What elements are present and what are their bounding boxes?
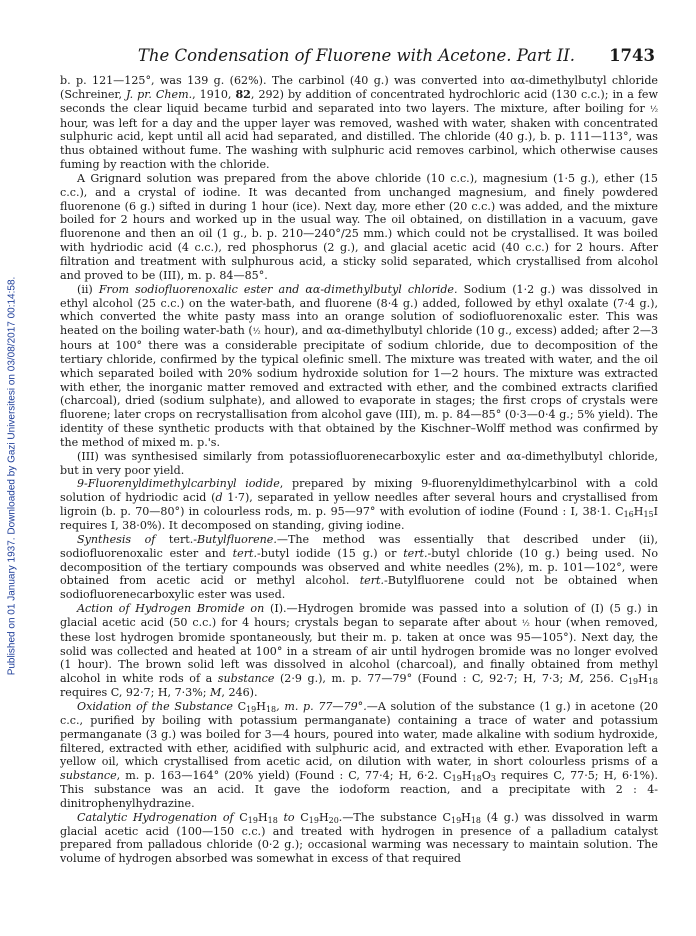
subscript: 19 xyxy=(246,704,257,714)
paragraph-iii-synthesis: (III) was synthesised similarly from potassiofluorenecarboxylic ester and αα-dimethylbutyl chloride, but in very poor yield. xyxy=(60,449,658,477)
fraction: ½ xyxy=(649,103,658,114)
section-heading: , m. p. 77—79°. xyxy=(276,699,367,713)
text-run: H xyxy=(633,505,644,519)
paragraph-hydrogen-bromide xyxy=(60,602,658,700)
article-body xyxy=(60,74,658,866)
paragraph-oxidation xyxy=(60,700,658,811)
text-run: -Butylfluorene could not be obtained when sodiofluorenecarboxylic ester was used. xyxy=(60,574,659,602)
subscript: 18 xyxy=(647,677,658,687)
subscript: 19 xyxy=(450,815,462,825)
download-watermark-text: Published on 01 January 1937. Downloaded by Gazi Universitesi on 03/08/2017 00:14:58. xyxy=(6,276,18,676)
text-run: H xyxy=(256,699,266,713)
paragraph-carbinyl-iodide xyxy=(60,477,658,532)
subscript: 18 xyxy=(470,815,482,825)
page-number: 1743 xyxy=(609,46,655,65)
italic-symbol: d xyxy=(215,491,223,505)
section-heading: Synthesis of xyxy=(77,532,156,546)
subscript: 18 xyxy=(267,815,278,825)
text-run: , m. p. 163—164° (20% yield) (Found : C, 77·4; H, 6·2. C xyxy=(116,769,452,783)
italic-symbol: M xyxy=(568,672,581,686)
italic-term: substance xyxy=(217,672,275,686)
text-run: (ii) xyxy=(77,282,99,296)
text-run: H xyxy=(461,769,472,783)
italic-prefix: tert. xyxy=(359,574,385,588)
text-run: , 246). xyxy=(221,686,258,700)
text-run: hour, was left for a day and the upper layer was removed, washed with water, shaken with concentrated sulphuric acid, kept until all acid had separated, and distilled. The chloride (40 g.), b. p. 111—113°, was thus obtained without fume. The washing with sulphuric acid removes carbinol, which otherwise causes fuming by reaction with the chloride. xyxy=(60,116,658,172)
subscript: 19 xyxy=(451,773,462,783)
italic-prefix: tert. xyxy=(232,546,257,560)
subscript: 3 xyxy=(490,773,496,783)
citation-volume: 82 xyxy=(235,87,251,101)
italic-prefix: tert. xyxy=(403,546,428,560)
fraction: ½ xyxy=(521,617,530,628)
download-watermark xyxy=(4,176,20,776)
text-run: tert. xyxy=(155,532,194,546)
section-heading: to xyxy=(277,810,295,824)
text-run: 1·7), separated in yellow needles after several hours and crystallised from ligroin (b. p. 70—80°) in colourless rods, m. p. 95—97° with evolution of iodine (Found : I, 38·1. C xyxy=(60,491,658,519)
subscript: 19 xyxy=(308,815,319,825)
text-run: C xyxy=(233,810,248,824)
section-heading: Oxidation of the Substance xyxy=(77,699,233,713)
text-run: b. p. 121—125°, was 139 g. (62%). The carbinol (40 g.) was converted into αα-dimethylbutyl chloride (Schreiner, xyxy=(60,74,658,101)
subscript: 20 xyxy=(328,815,339,825)
paragraph-tert-butylfluorene xyxy=(60,533,658,602)
text-run: (4 g.) was dissolved in warm glacial acetic acid (100—150 c.c.) and treated with hydrogen in presence of a palladium catalyst prepared from palladous chloride (0·2 g.); occasional warming was necessary to maintain solution. The volume of hydrogen absorbed was somewhat in excess of that required xyxy=(60,810,658,866)
text-run: , 1910, xyxy=(192,87,236,101)
text-run: —A solution of the substance (1 g.) in acetone (20 c.c., purified by boiling with potassium permanganate) containing a trace of water and potassium permanganate (3 g.) was boiled for 3—4 hours, poured into water, made alkaline with sodium hydroxide, filtered, extracted with ether, acidified with sulphuric acid, and extracted with ether. Evaporation left a yellow oil, which crystallised from acetic acid, on dilution with water, in short colourless prisms of a xyxy=(60,699,658,769)
text-run: Sodium (1·2 g.) was dissolved in ethyl alcohol (25 c.c.) on the water-bath, and fluorene (8·4 g.) added, followed by ethyl oxalate (7·4 g.), which converted the white pasty mass into an orange solution of sodiofluorenoxalic ester. This was heated on the boiling water-bath ( xyxy=(60,282,659,338)
italic-symbol: M xyxy=(210,686,222,700)
text-run: —The substance C xyxy=(342,810,451,824)
text-run: hour (when removed, these lost hydrogen bromide spontaneously, but their m. p. taken at once was 95—105°). Next day, the solid was collected and heated at 100° in a stream of air until hydrogen bromide was no longer evolved (1 hour). The brown solid left was dissolved in alcohol (charcoal), and finally obtained from methyl alcohol in white rods of a xyxy=(60,615,658,686)
paragraph-carbinol-conversion xyxy=(60,74,658,172)
text-run: O xyxy=(481,769,491,783)
paragraph-catalytic-hydrogenation xyxy=(60,811,658,866)
citation-journal: J. pr. Chem. xyxy=(126,87,193,101)
page-header xyxy=(60,44,655,70)
text-run: (I).—Hydrogen bromide was passed into a solution of (I) (5 g.) in glacial acetic acid (50 c.c.) for 4 hours; crystals began to separate after about xyxy=(60,602,658,629)
text-run: (2·9 g.), m. p. 77—79° (Found : C, 92·7; H, 7·3; xyxy=(274,672,569,686)
subscript: 19 xyxy=(247,815,258,825)
subscript: 15 xyxy=(643,509,654,519)
text-run: H xyxy=(638,672,648,686)
section-heading: Catalytic Hydrogenation of xyxy=(77,810,234,824)
text-run: , 256. C xyxy=(580,672,628,686)
text-run: C xyxy=(294,810,309,824)
running-title: The Condensation of Fluorene with Acetone. Part II. xyxy=(137,46,575,65)
subscript: 18 xyxy=(265,704,277,714)
section-heading: Action of Hydrogen Bromide on xyxy=(77,602,265,616)
text-run: , 292) by addition of concentrated hydrochloric acid (130 c.c.); in a few seconds the clear liquid became turbid and separated into two layers. The mixture, after boiling for xyxy=(60,87,658,115)
text-run: I requires I, 38·0%). It decomposed on standing, giving iodine. xyxy=(60,505,658,532)
italic-term: substance xyxy=(60,769,117,783)
text-run: requires C, 77·5; H, 6·1%). This substance was an acid. It gave the iodoform reaction, and a precipitate with 2 : 4-dinitrophenylhydrazine. xyxy=(60,769,658,810)
text-run: C xyxy=(232,699,247,713)
text-run: H xyxy=(461,810,471,824)
section-heading: . xyxy=(338,810,343,824)
paragraph-method-ii xyxy=(60,283,658,450)
section-heading: From sodiofluorenoxalic ester and αα-dimethylbutyl chloride. xyxy=(98,282,458,296)
text-run: -butyl iodide (15 g.) or xyxy=(256,546,404,560)
subscript: 18 xyxy=(471,773,482,783)
text-run: H xyxy=(318,810,329,824)
text-run: -butyl chloride (10 g.) being used. No decomposition of the tertiary compounds was observed and white needles (2%), m. p. 101—102°, were obtained from acetic acid or methyl alcohol. xyxy=(60,546,659,588)
text-run: requires C, 92·7; H, 7·3%; xyxy=(60,686,211,700)
section-heading: 9-Fluorenyldimethylcarbinyl iodide xyxy=(77,477,280,491)
text-run: H xyxy=(257,810,268,824)
text-run: hour), and αα-dimethylbutyl chloride (10 g., excess) added; after 2—3 hours at 100° there was a considerable precipitate of sodium chloride, due to decomposition of the tertiary chloride, confirmed by the typical olefinic smell. The mixture was treated with water, and the oil which separated boiled with 20% sodium hydroxide solution for 1—2 hours. The mixture was extracted with ether, the inorganic matter removed and extracted with ether, and the combined extracts clarified (charcoal), dried (sodium sulphate), and allowed to evaporate in stages; the first crops of crystals were fluorene; later crops on recrystallisation from alcohol gave (III), m. p. 84—85° (0·3—0·4 g.; 5% yield). The identity of these synthetic products with that obtained by the Kischner–Wolff method was confirmed by the method of mixed m. p.'s. xyxy=(60,324,659,449)
fraction: ½ xyxy=(252,326,261,337)
section-heading: -Butylfluorene. xyxy=(193,532,277,546)
text-run: —The method was essentially that described under (ii), sodiofluorenoxalic ester and xyxy=(60,532,658,560)
text-run: , prepared by mixing 9-fluorenyldimethylcarbinol with a cold solution of hydriodic acid ( xyxy=(60,477,658,505)
subscript: 16 xyxy=(623,509,634,519)
subscript: 19 xyxy=(627,677,639,687)
paragraph-grignard: A Grignard solution was prepared from the above chloride (10 c.c.), magnesium (1·5 g.), ether (15 c.c.), and a crystal of iodine. It was decanted from unchanged magnesium, and finely powdered fluorenone (6 g.) sifted in during 1 hour (ice). Next day, more ether (20 c.c.) was added, and the mixture boiled for 2 hours and worked up in the usual way. The oil obtained, on distillation in a vacuum, gave fluorenone and then an oil (1 g., b. p. 210—240°/25 mm.) which could not be crystallised. It was boiled with hydriodic acid (4 c.c.), red phosphorus (2 g.), and glacial acetic acid (40 c.c.) for 2 hours. After filtration and treatment with sulphurous acid, a sticky solid separated, which crystallised from alcohol and proved to be (III), m. p. 84—85°. xyxy=(60,171,658,282)
